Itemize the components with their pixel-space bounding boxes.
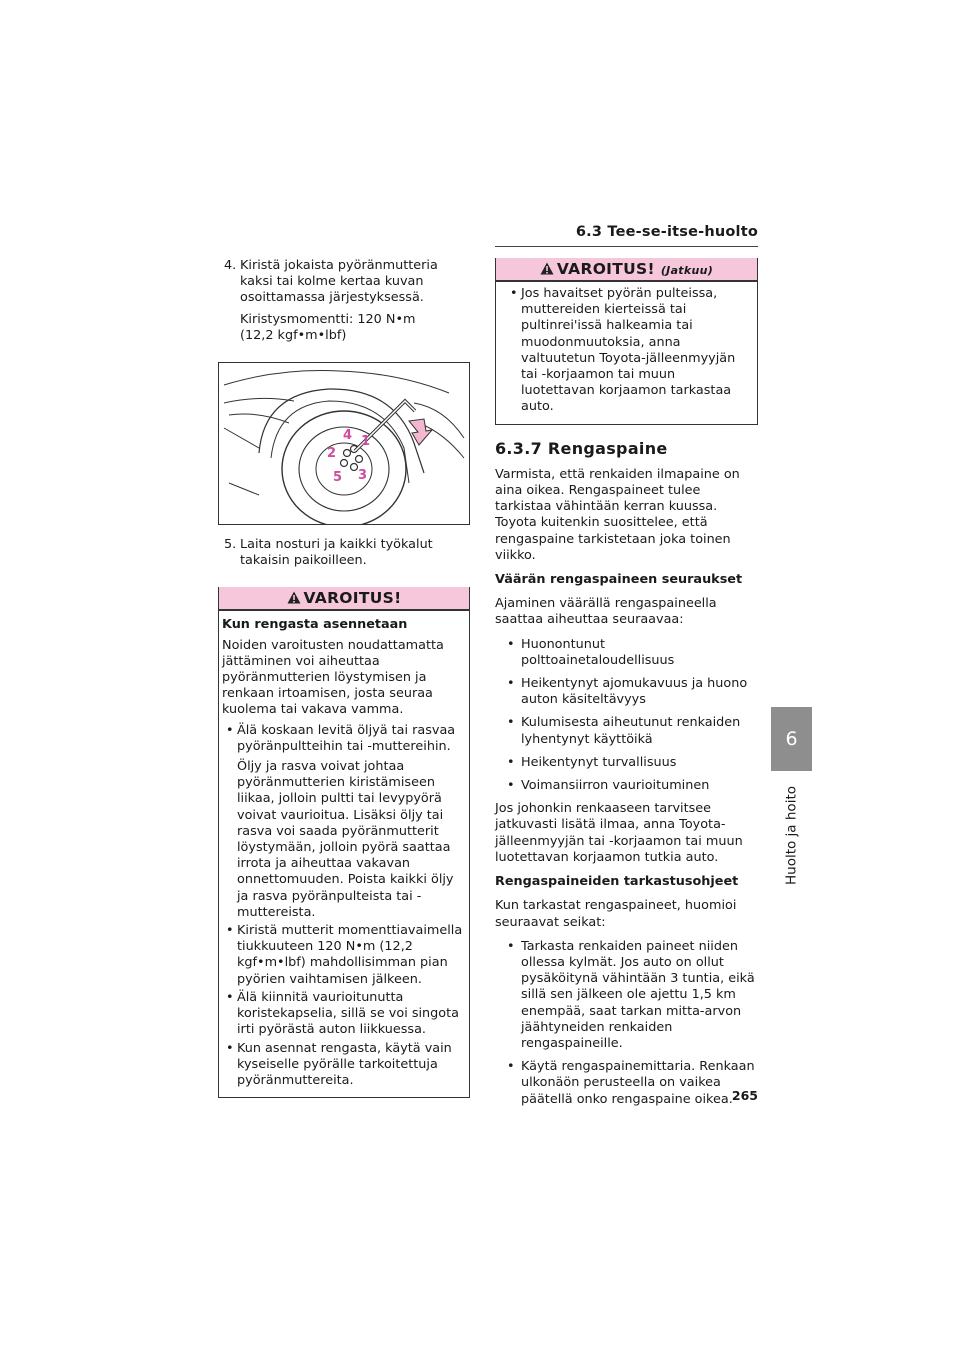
- chapter-label: Huolto ja hoito: [783, 786, 800, 885]
- chapter-number: 6: [785, 728, 798, 750]
- wheel-nut-figure: [218, 362, 470, 525]
- list-item: • Voimansiirron vaurioituminen: [495, 778, 758, 794]
- warning-icon: [287, 591, 301, 604]
- step-text: Laita nosturi ja kaikki työkalut takaisin paikoilleen.: [240, 537, 433, 569]
- warning-title: VAROITUS!: [556, 260, 655, 278]
- warning-header: [496, 258, 757, 282]
- list-item: • Huonontunut polttoainetaloudellisuus: [495, 637, 758, 669]
- warning-bullet-cont: Öljy ja rasva voivat johtaa pyöränmutterien kiristämiseen liikaa, jolloin pultti tai levypyörä voivat vaurioitua. Lisäksi öljy tai rasva voi saada pyöränmutterit löystymään, jolloin pyörä saattaa irrota ja aiheuttaa vakavan onnettomuuden. Poista kaikki öljy ja rasva pyöränpulteista tai -muttereista.: [237, 759, 454, 920]
- warning-title: VAROITUS!: [303, 589, 402, 608]
- list-item: • Heikentynyt ajomukavuus ja huono auton käsiteltävyys: [495, 676, 758, 708]
- warning-box: [218, 587, 470, 1098]
- subheading: Rengaspaineiden tarkastusohjeet: [495, 874, 739, 890]
- paragraph: Ajaminen väärällä rengaspaineella saattaa aiheuttaa seuraavaa:: [495, 596, 717, 628]
- wheel-illustration: [219, 363, 469, 524]
- warning-bullet: • Kiristä mutterit momenttiavaimella tiukkuuteen 120 N•m (12,2 kgf•m•lbf) mahdollisimman pian pyörien vaihtamisen jälkeen.: [222, 923, 466, 988]
- torque-line: Kiristysmomentti: 120 N•m: [240, 311, 416, 327]
- label-2: 2: [327, 446, 337, 462]
- warning-bullet: • Älä koskaan levitä öljyä tai rasvaa pyöränpultteihin tai -muttereihin.: [222, 723, 466, 755]
- paragraph: Kun tarkastat rengaspaineet, huomioi seuraavat seikat:: [495, 898, 737, 930]
- list-item: • Kulumisesta aiheutunut renkaiden lyhentynyt käyttöikä: [495, 715, 758, 747]
- warning-icon: [540, 262, 554, 275]
- step-5: [218, 537, 470, 569]
- list-item: • Käytä rengaspainemittaria. Renkaan ulkonäön perusteella on vaikea päätellä onko rengaspaine oikea.: [495, 1059, 758, 1108]
- section-heading: 6.3.7 Rengaspaine: [495, 438, 668, 458]
- warning-box-continued: [495, 258, 758, 425]
- label-5: 5: [333, 470, 343, 486]
- step-number: 4.: [224, 258, 237, 273]
- warning-subtitle: Kun rengasta asennetaan: [222, 617, 408, 633]
- warning-body: [219, 611, 469, 1097]
- label-4: 4: [343, 428, 353, 444]
- section-header: [495, 224, 758, 247]
- list-item: • Tarkasta renkaiden paineet niiden ollessa kylmät. Jos auto on ollut pysäköitynä vähintään 3 tuntia, eikä sillä sen jälkeen ole ajettu 1,5 km enempää, saat tarkan mitta-arvon jäähtyneiden renkaiden rengaspaineille.: [495, 939, 758, 1052]
- step-4: [218, 258, 470, 344]
- left-column: [218, 258, 470, 1098]
- paragraph: Varmista, että renkaiden ilmapaine on aina oikea. Rengaspaineet tulee tarkistaa vähintään kerran kuussa. Toyota kuitenkin suosittelee, että rengaspaine tarkistetaan joka toinen viikko.: [495, 466, 740, 563]
- warning-bullet: • Jos havaitset pyörän pulteissa, muttereiden kierteissä tai pultinrei'issä halkeamia tai muodonmuutoksia, anna valtuutetun Toyota-jälleenmyyjän tai -korjaamon tai muun luotettavan korjaamon tarkastaa auto.: [506, 286, 751, 416]
- section-title: 6.3 Tee-se-itse-huolto: [575, 224, 758, 240]
- label-3: 3: [358, 468, 368, 484]
- step-number: 5.: [224, 537, 237, 553]
- label-1: 1: [361, 434, 371, 450]
- paragraph: Jos johonkin renkaaseen tarvitsee jatkuvasti lisätä ilmaa, anna Toyota-jälleenmyyjän tai -korjaamon tai muun luotettavan korjaamon tutkia auto.: [495, 801, 743, 865]
- warning-header: [219, 587, 469, 611]
- warning-bullet: • Kun asennat rengasta, käytä vain kyseiselle pyörälle tarkoitettuja pyöränmuttereita.: [222, 1041, 466, 1090]
- warning-bullet: • Älä kiinnitä vaurioitunutta koristekapselia, sillä se voi singota irti pyörästä auton liikkuessa.: [222, 990, 466, 1039]
- nut: [356, 456, 363, 463]
- nut: [341, 460, 348, 467]
- nut: [344, 450, 351, 457]
- chapter-tab[interactable]: [771, 707, 812, 771]
- subheading: Väärän rengaspaineen seuraukset: [495, 572, 743, 588]
- nut: [351, 464, 358, 471]
- page-number: 265: [731, 1088, 758, 1103]
- right-column: [495, 258, 758, 1115]
- warning-intro: Noiden varoitusten noudattamatta jättäminen voi aiheuttaa pyöränmutterien löystymisen ja renkaan irtoamisen, josta seuraa kuolema tai vakava vamma.: [222, 637, 444, 718]
- step-text: Kiristä jokaista pyöränmutteria kaksi tai kolme kertaa kuvan osoittamassa järjestyksessä.: [240, 258, 438, 306]
- continued-label: (Jatkuu): [660, 264, 714, 277]
- torque-line-2: (12,2 kgf•m•lbf): [240, 327, 347, 343]
- warning-body: [496, 282, 757, 424]
- list-item: • Heikentynyt turvallisuus: [495, 755, 758, 771]
